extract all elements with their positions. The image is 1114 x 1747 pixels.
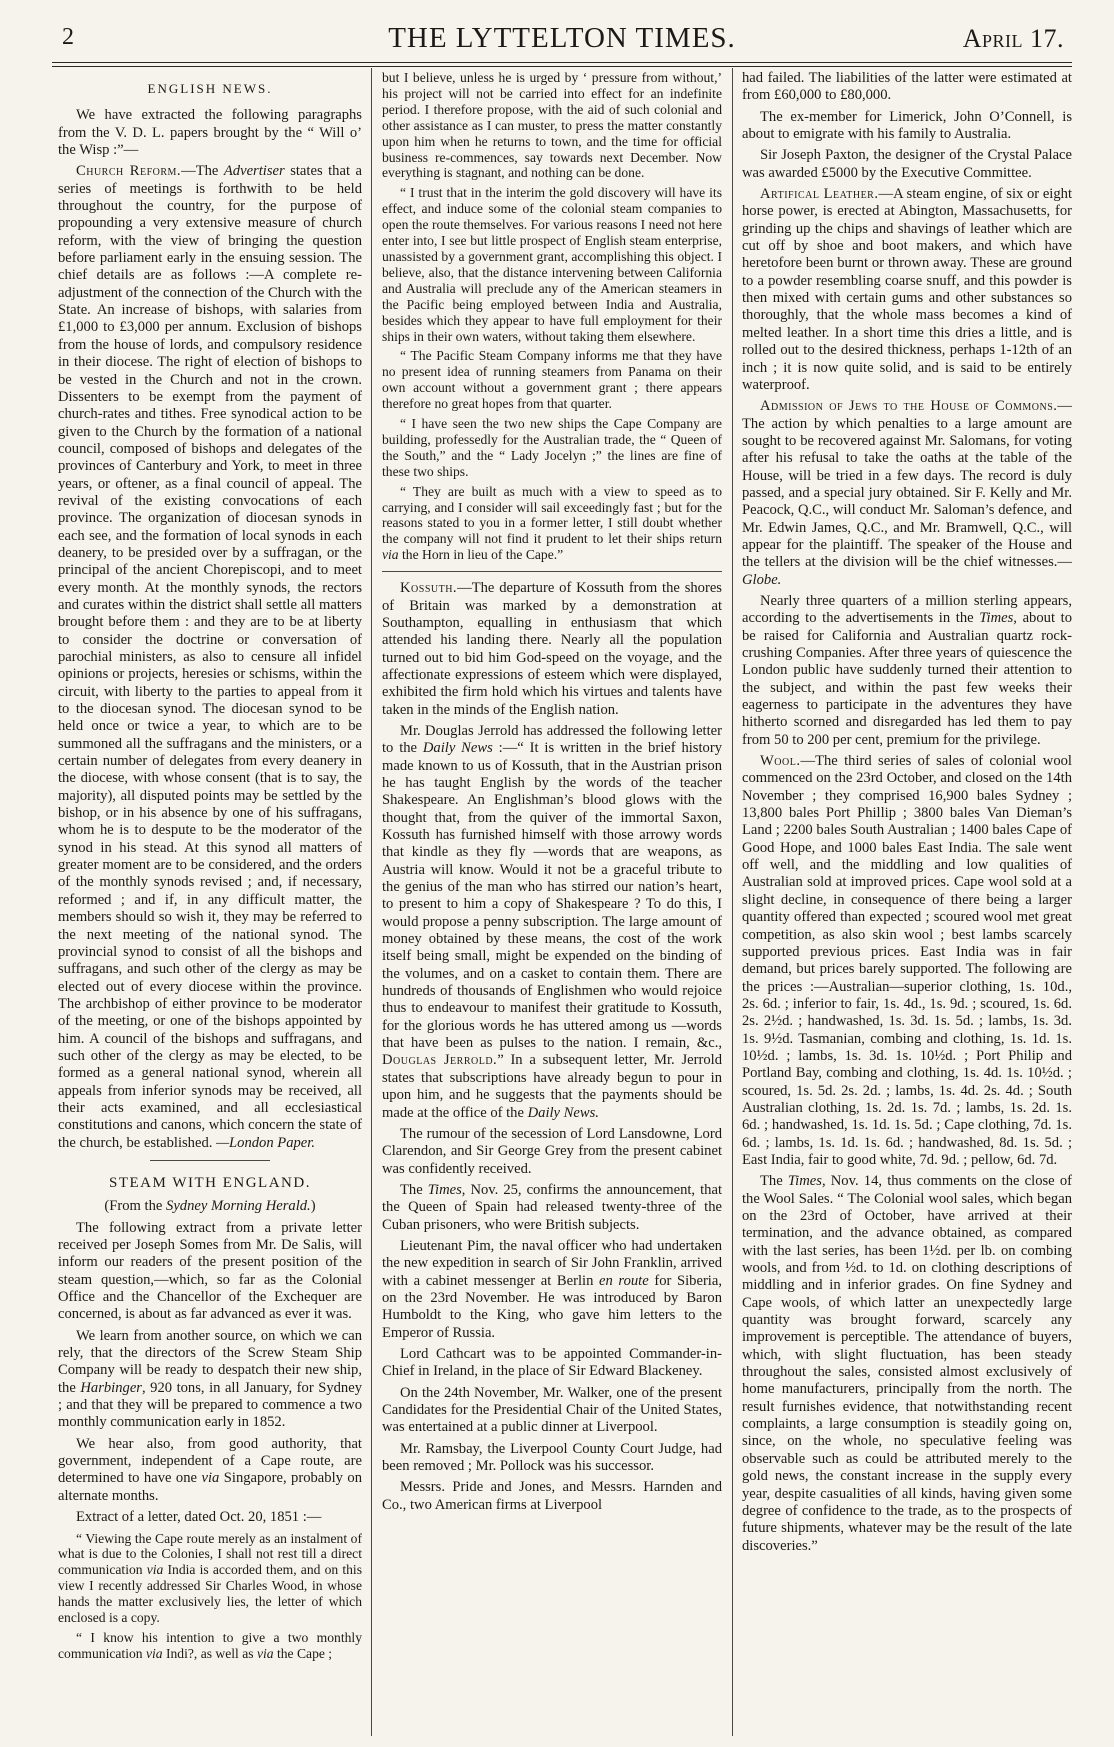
text-run: states that a series of meetings is forthwith to be held throughout the country, for the purpose of propounding a very extensive measure of church reform, with the view of bringing the question before parliament early in the ensuing session. The chief details are as follows :—A complete re-adjustment of the connection of the Church with the State. An increase of bishops, with salaries from £1,000 to £3,000 per annum. Exclusion of bishops from the house of lords, and compulsory residence in their diocese. The right of election of bishops to be vested in the Church and not in the crown. Dissenters to be exempt from the payment of church-rates and tithes. Free synodical action to be given to the Church by the formation of a national council, composed of bishops and delegates of the provinces of Canterbury and York, to meet in three years, or oftener, as a final council of appeal. The revival of the existing convocations of each province. The organization of diocesan synods in each see, and the formation of local synods in each deanery, to be presided over by a suffragan, or the principal of the ancient Chorepiscopi, and to meet every month. At the monthly synods, the rectors and curates within the district shall settle all matters brought before them : and they are to be at liberty to consider the doctrine or conversation of parochial ministers, as also to censure all infidel opinions or projects, heresies or schisms, within the circuit, with liberty to the parties to appeal from it to the diocesan synod. The diocesan synod to be held once or twice a year, to which are to be summoned all the suffragans and the ministers, or a certain number of delegates from every deanery in the diocese, with whose consent (that is to say, the majority), all disputed points may be settled by the bishop, or in his absence by one of his suffragans, whom he is to despute to be the moderator of the synod in his stead. At this synod all matters of greater moment are to be considered, and the orders of the monthly synods revised ; and, if necessary, reformed ; and if, in any difficult matter, the members should so wish it, they may be referred to the next meeting of the national synod. The provincial synod to consist of all the bishops and suffragans, and such other of the clergy as may be elected out of every diocese within the province. The archbishop of either province to be moderator of the meeting, or one of the bishops appointed by him. A council of the bishops and suffragans, and such other of the clergy as may be elected, to be formed as a general national synod, wherein all appeals from inferior synods may be received, all their acts examined, and all ecclesiastical constitutions and canons, which concern the state of the church, be established. bbox=[58, 163, 362, 1151]
article-title: Kossuth. bbox=[400, 580, 458, 597]
separator bbox=[382, 571, 722, 572]
newspaper-name: Times bbox=[787, 1173, 822, 1190]
text-run: “ I know his intention to give a two monthly communication bbox=[58, 1629, 362, 1661]
text-run: The bbox=[760, 1173, 788, 1190]
text-run: Nearly three quarters of a million sterling appears, according to the advertisements in the bbox=[742, 592, 1072, 627]
paragraph: The rumour of the secession of Lord Lansdowne, Lord Clarendon, and Sir George Grey from the present cabinet was confidently received. bbox=[382, 1125, 722, 1177]
newspaper-name: Times bbox=[979, 610, 1014, 627]
newspaper-name: Advertiser bbox=[223, 163, 285, 180]
text-run: ) bbox=[310, 1198, 316, 1215]
text-run: Lieutenant Pim, the naval officer who had undertaken the new expedition in search of Sir John Franklin, arrived with a cabinet messenger at Berlin bbox=[382, 1237, 722, 1289]
signature: Douglas Jerrold. bbox=[382, 1052, 498, 1069]
paragraph: The following extract from a private letter received per Joseph Somes from Mr. De Salis, will inform our readers of the present position of the steam question,—which, so far as the Colonial Office and the Chancellor of the Exchequer are concerned, is about as far advanced as ever it was. bbox=[58, 1219, 362, 1323]
letter-quote bbox=[382, 484, 722, 564]
text-run: —The action by which penalties to a large amount are sought to be recovered against Mr. Salomans, for voting after his refusal to take the oaths at the table of the House, will be tried in a few days. The record is duly passed, and a special jury obtained. Sir F. Kelly and Mr. Peacock, Q.C., will conduct Mr. Saloman’s defence, and Mr. Edwin James, Q.C., and Mr. Bramwell, Q.C., will appear for the plaintiff. The speaker of the House and the tellers at the division will be the chief witnesses.— bbox=[742, 398, 1072, 571]
text-run: , 920 tons, in all January, for Sydney ; and that they will be prepared to commence a two monthly communication early in 1852. bbox=[58, 1379, 362, 1431]
newspaper-name: Times bbox=[427, 1181, 462, 1198]
paragraph: Mr. Ramsbay, the Liverpool County Court Judge, had been removed ; Mr. Pollock was his successor. bbox=[382, 1440, 722, 1475]
newspaper-name: Daily News. bbox=[527, 1104, 599, 1121]
text-run: via bbox=[201, 1470, 220, 1487]
paragraph bbox=[58, 1328, 362, 1432]
text-run: (From the bbox=[104, 1198, 167, 1215]
paragraph bbox=[382, 1182, 722, 1234]
text-run: en route bbox=[599, 1272, 649, 1289]
text-run: Mr. Douglas Jerrold has addressed the following letter to the bbox=[382, 722, 722, 757]
article-artificial-leather bbox=[742, 186, 1072, 394]
paragraph: Sir Joseph Paxton, the designer of the Crystal Palace was awarded £5000 by the Executive Committee. bbox=[742, 147, 1072, 181]
ship-name: Harbinger bbox=[80, 1379, 142, 1396]
column-1 bbox=[58, 70, 362, 1734]
masthead-rule-thin bbox=[52, 66, 1072, 67]
text-run: We hear also, from good authority, that government, independent of a Cape route, are determined to have one bbox=[58, 1435, 362, 1487]
paragraph: Messrs. Pride and Jones, and Messrs. Harnden and Co., two American firms at Liverpool bbox=[382, 1479, 722, 1513]
text-run: the Horn in lieu of the Cape.” bbox=[398, 547, 564, 563]
separator bbox=[150, 1160, 270, 1161]
paragraph: On the 24th November, Mr. Walker, one of the present Candidates for the Presidential Chair of the United States, was entertained at a public dinner at Liverpool. bbox=[382, 1384, 722, 1436]
text-run: “ They are built as much with a view to speed as to carrying, and I consider will sail exceedingly fast ; but for the reasons stated to you in a former letter, I still doubt whether the company will not find it prudent to let their ships return bbox=[382, 483, 722, 547]
article-wool bbox=[742, 753, 1072, 1169]
text-run: ” In a subsequent letter, Mr. Jerrold states that subscriptions have already begun to pour in upon him, and he suggests that the payments should be made at the office of the bbox=[382, 1052, 722, 1121]
text-run: —The bbox=[181, 163, 224, 180]
article-jerrold bbox=[382, 723, 722, 1122]
masthead bbox=[52, 22, 1072, 56]
text-run: Indi?, as well as bbox=[162, 1645, 257, 1661]
text-run: —The third series of sales of colonial wool commenced on the 23rd October, and closed on the 14th November ; they comprised 16,900 bales Sydney ; 13,800 bales Port Phillip ; 3800 bales Van Dieman’s Land ; 2200 bales South Australian ; 1400 bales Cape of Good Hope, and 1000 bales East India. The sale went off well, and the middling and low qualities of Australian sold at improved prices. Cape wool sold at a slight decline, in consequence of there being a larger quantity offered than expected ; scoured wool met great competition, as also skin wool ; best lambs scarcely supported previous prices. East India was in fair demand, but prices barely supported. The following are the prices :—Australian—superior clothing, 1s. 10d., 2s. 6d. ; inferior to fair, 1s. 4d., 1s. 9d. ; scoured, 1s. 6d. 2s. 2½d. ; handwashed, 1s. 3d. 1s. 5d. ; lambs, 1s. 3d. 1s. 9½d. Tasmanian, combing and clothing, 1s. 1d. 1s. 10½d. ; lambs, 1s. 3d. 1s. 10½d. ; Port Philip and Portland Bay, combing and clothing, 1s. 4d. 1s. 10½d. ; scoured, 1s. 5d. 2s. 2d. ; lambs, 1s. 4d. 2s. 4d. ; South Australian clothing, 1s. 2d. 1s. 7d. ; lambs, 1s. 2d. 1s. 6d. ; handwashed, 1s. 1d. 1s. 5d. ; Cape clothing, 7d. 1s. 6d. ; lambs, 1s. 1d. 1s. 6d. ; handwashed, 8d. 1s. 5d. ; East India, fair to good white, 7d. 9d. ; pellow, 6d. 7d. bbox=[742, 753, 1072, 1168]
text-run: via bbox=[256, 1645, 274, 1661]
text-run: “ Viewing the Cape route merely as an instalment of what is due to the Colonies, I shall not rest till a direct communication bbox=[58, 1530, 362, 1578]
text-run: We learn from another source, on which we can rely, that the directors of the Screw Steam Ship Company will be ready to despatch their new ship, the bbox=[58, 1327, 362, 1396]
article-title: Artifical Leather. bbox=[760, 186, 879, 203]
section-heading-english-news: ENGLISH NEWS. bbox=[147, 81, 273, 96]
text-run: The bbox=[400, 1181, 428, 1198]
text-run: via bbox=[145, 1645, 163, 1661]
column-2 bbox=[382, 70, 722, 1734]
paragraph bbox=[58, 1436, 362, 1505]
masthead-rule bbox=[52, 62, 1072, 63]
column-3 bbox=[742, 70, 1072, 1734]
letter-quote bbox=[58, 1630, 362, 1662]
article-jews-commons bbox=[742, 398, 1072, 589]
text-run: via bbox=[146, 1562, 164, 1578]
paragraph bbox=[382, 1238, 722, 1342]
paragraph: Extract of a letter, dated Oct. 20, 1851 :— bbox=[76, 1509, 322, 1526]
text-run: , about to be raised for California and Australian quartz rock-crushing Companies. After three years of quiescence the London public have suddenly turned their attention to the subject, and within the past few weeks their eagerness to participate in the adventures they have hitherto scorned and disregarded has led them to pay from 50 to 200 per cent, premium for the privilege. bbox=[742, 610, 1072, 748]
text-run: via bbox=[382, 547, 399, 563]
paragraph: Lord Cathcart was to be appointed Commander-in-Chief in Ireland, in the place of Sir Edward Blackeney. bbox=[382, 1345, 722, 1380]
intro-paragraph: We have extracted the following paragraphs from the V. D. L. papers brought by the “ Will o’ the Wisp :”— bbox=[58, 107, 362, 159]
paragraph bbox=[742, 1173, 1072, 1555]
text-run: the Cape ; bbox=[273, 1645, 333, 1661]
article-title: Admission of Jews to the House of Commons. bbox=[760, 398, 1058, 415]
source-credit: Globe. bbox=[742, 571, 782, 588]
column-divider bbox=[732, 68, 733, 1736]
letter-quote: “ I trust that in the interim the gold discovery will have its effect, and induce some of the colonial steam companies to open the route themselves. For various reasons I need not here enter into, I see but little prospect of English steam enterprise, unassisted by a government grant, accomplishing this object. I believe, also, that the distance intervening between California and Australia will preclude any of the American steamers in the Pacific being employed between India and Australia, besides which they appear to have full employment for their ships in their own waters, without taking them elsewhere. bbox=[382, 185, 722, 344]
issue-date: April 17. bbox=[962, 24, 1064, 53]
letter-quote: but I believe, unless he is urged by ‘ pressure from without,’ his project will not be carried into effect for an indefinite period. I therefore propose, with the aid of such colonial and other assistance as I can muster, to press the matter constantly upon him when he returns to town, and the time for official business re-commences, say towards next December. Now everything is stagnant, and nothing can be done. bbox=[382, 70, 722, 181]
letter-quote: “ The Pacific Steam Company informs me that they have no present idea of running steamers from Panama on their own account without a government grant ; there appears therefore no great hopes from that quarter. bbox=[382, 348, 722, 412]
newspaper-name: Sydney Morning Herald. bbox=[166, 1198, 311, 1215]
article-title: Church Reform. bbox=[76, 163, 182, 180]
article-church-reform bbox=[58, 163, 362, 1152]
text-run: for Siberia, on the 23rd November. He was introduced by Baron Humboldt to the King, who gave him letters to the Emperor of Russia. bbox=[382, 1272, 722, 1341]
text-run: —A steam engine, of six or eight horse power, is erected at Abington, Massachusetts, for grinding up the chips and shavings of leather which are cut off by shoe and boot makers, and which have heretofore been burnt or thrown away. These are ground to a powder resembling coarse snuff, and this powder is then mixed with certain gums and other substances so thoroughly, that the whole mass becomes a kind of melted leather. In a short time this dries a little, and is rolled out to the desired thickness, perhaps 1-12th of an inch ; it is now quite solid, and is said to be entirely waterproof. bbox=[742, 186, 1072, 393]
paragraph: The ex-member for Limerick, John O’Connell, is about to emigrate with his family to Australia. bbox=[742, 108, 1072, 143]
text-run: India is accorded them, and on this view I recently addressed Sir Charles Wood, in whose hands the matter exclusively lies, the letter of which enclosed is a copy. bbox=[58, 1562, 362, 1626]
steam-source-line bbox=[58, 1198, 362, 1215]
newspaper-name: Daily News bbox=[422, 740, 493, 757]
column-divider bbox=[371, 68, 372, 1736]
text-run: Singapore, probably on alternate months. bbox=[58, 1470, 362, 1504]
newspaper-title: THE LYTTELTON TIMES. bbox=[388, 22, 736, 54]
paragraph: had failed. The liabilities of the latter were estimated at from £60,000 to £80,000. bbox=[742, 70, 1072, 104]
text-run: :—“ It is written in the brief history made known to us of Kossuth, that in the Austrian prison he has taught English by the words of the teacher Shakespeare. An Englishman’s blood glows with the thought that, from the quiver of the immortal Saxon, Kossuth has furnished himself with those arrowy words that kindle as they fly —words that are weapons, as Austria will know. Would it not be a graceful tribute to the genius of the man who has stirred our nation’s heart, to present to him a copy of Shakespeare ? To do this, I would propose a penny subscription. The large amount of money obtained by these means, the cost of the work itself being small, might be expended on the binding of the volumes, and on a casket to contain them. There are hundreds of thousands of Englishmen who would rejoice thus to endeavour to manifest their gratitude to Kossuth, for the glorious words he has uttered among us —words that have been as pulses to the nation. I remain, &c., bbox=[382, 740, 722, 1052]
article-title: Wool. bbox=[760, 753, 801, 770]
article-kossuth bbox=[382, 580, 722, 719]
page-number: 2 bbox=[62, 24, 74, 50]
paragraph bbox=[742, 593, 1072, 749]
text-run: , Nov. 14, thus comments on the close of the Wool Sales. “ The Colonial wool sales, which began on the 23rd of October, have arrived at their termination, and the advance obtained, as compared with the last series, has been 1½d. per lb. on combing wools, and from ½d. to 1d. on clothing descriptions of middling and in inferior grades. On fine Sydney and Cape wools, of which latter an unexpectedly large quantity was brought forward, scarcely any improvement is perceptible. The attendance of buyers, which, with slight fluctuation, has been steady throughout the sales, consisted almost exclusively of home manufacturers, principally from the north. The result furnishes evidence, that notwithstanding recent complaints, a large consumption is steadily going on, since, on the whole, no speculative feeling was observable such as could be attributed merely to the gold news, the constant increase in the supply every year, despite casualities of all kinds, having given some degree of confidence to the trade, as to the prospects of future shipments, whatever may be the result of the late discoveries.” bbox=[742, 1173, 1072, 1554]
letter-quote: “ I have seen the two new ships the Cape Company are building, professedly for the Australian trade, the “ Queen of the South,” and the “ Lady Jocelyn ;” the lines are fine of these two ships. bbox=[382, 416, 722, 479]
source-credit: —London Paper. bbox=[216, 1134, 315, 1151]
text-run: —The departure of Kossuth from the shores of Britain was marked by a demonstration at Southampton, equalling in enthusiasm that which attended his landing there. Nearly all the population turned out to bid him God-speed on the voyage, and the affectionate expressions of esteem which were displayed, exhibited the firm hold which his virtues and talents have taken in the minds of the English nation. bbox=[382, 580, 722, 718]
letter-quote bbox=[58, 1531, 362, 1626]
text-run: , Nov. 25, confirms the announcement, that the Queen of Spain had released twenty-three of the Cuban prisoners, who were British subjects. bbox=[382, 1181, 722, 1233]
section-heading-steam: STEAM WITH ENGLAND. bbox=[109, 1174, 311, 1191]
